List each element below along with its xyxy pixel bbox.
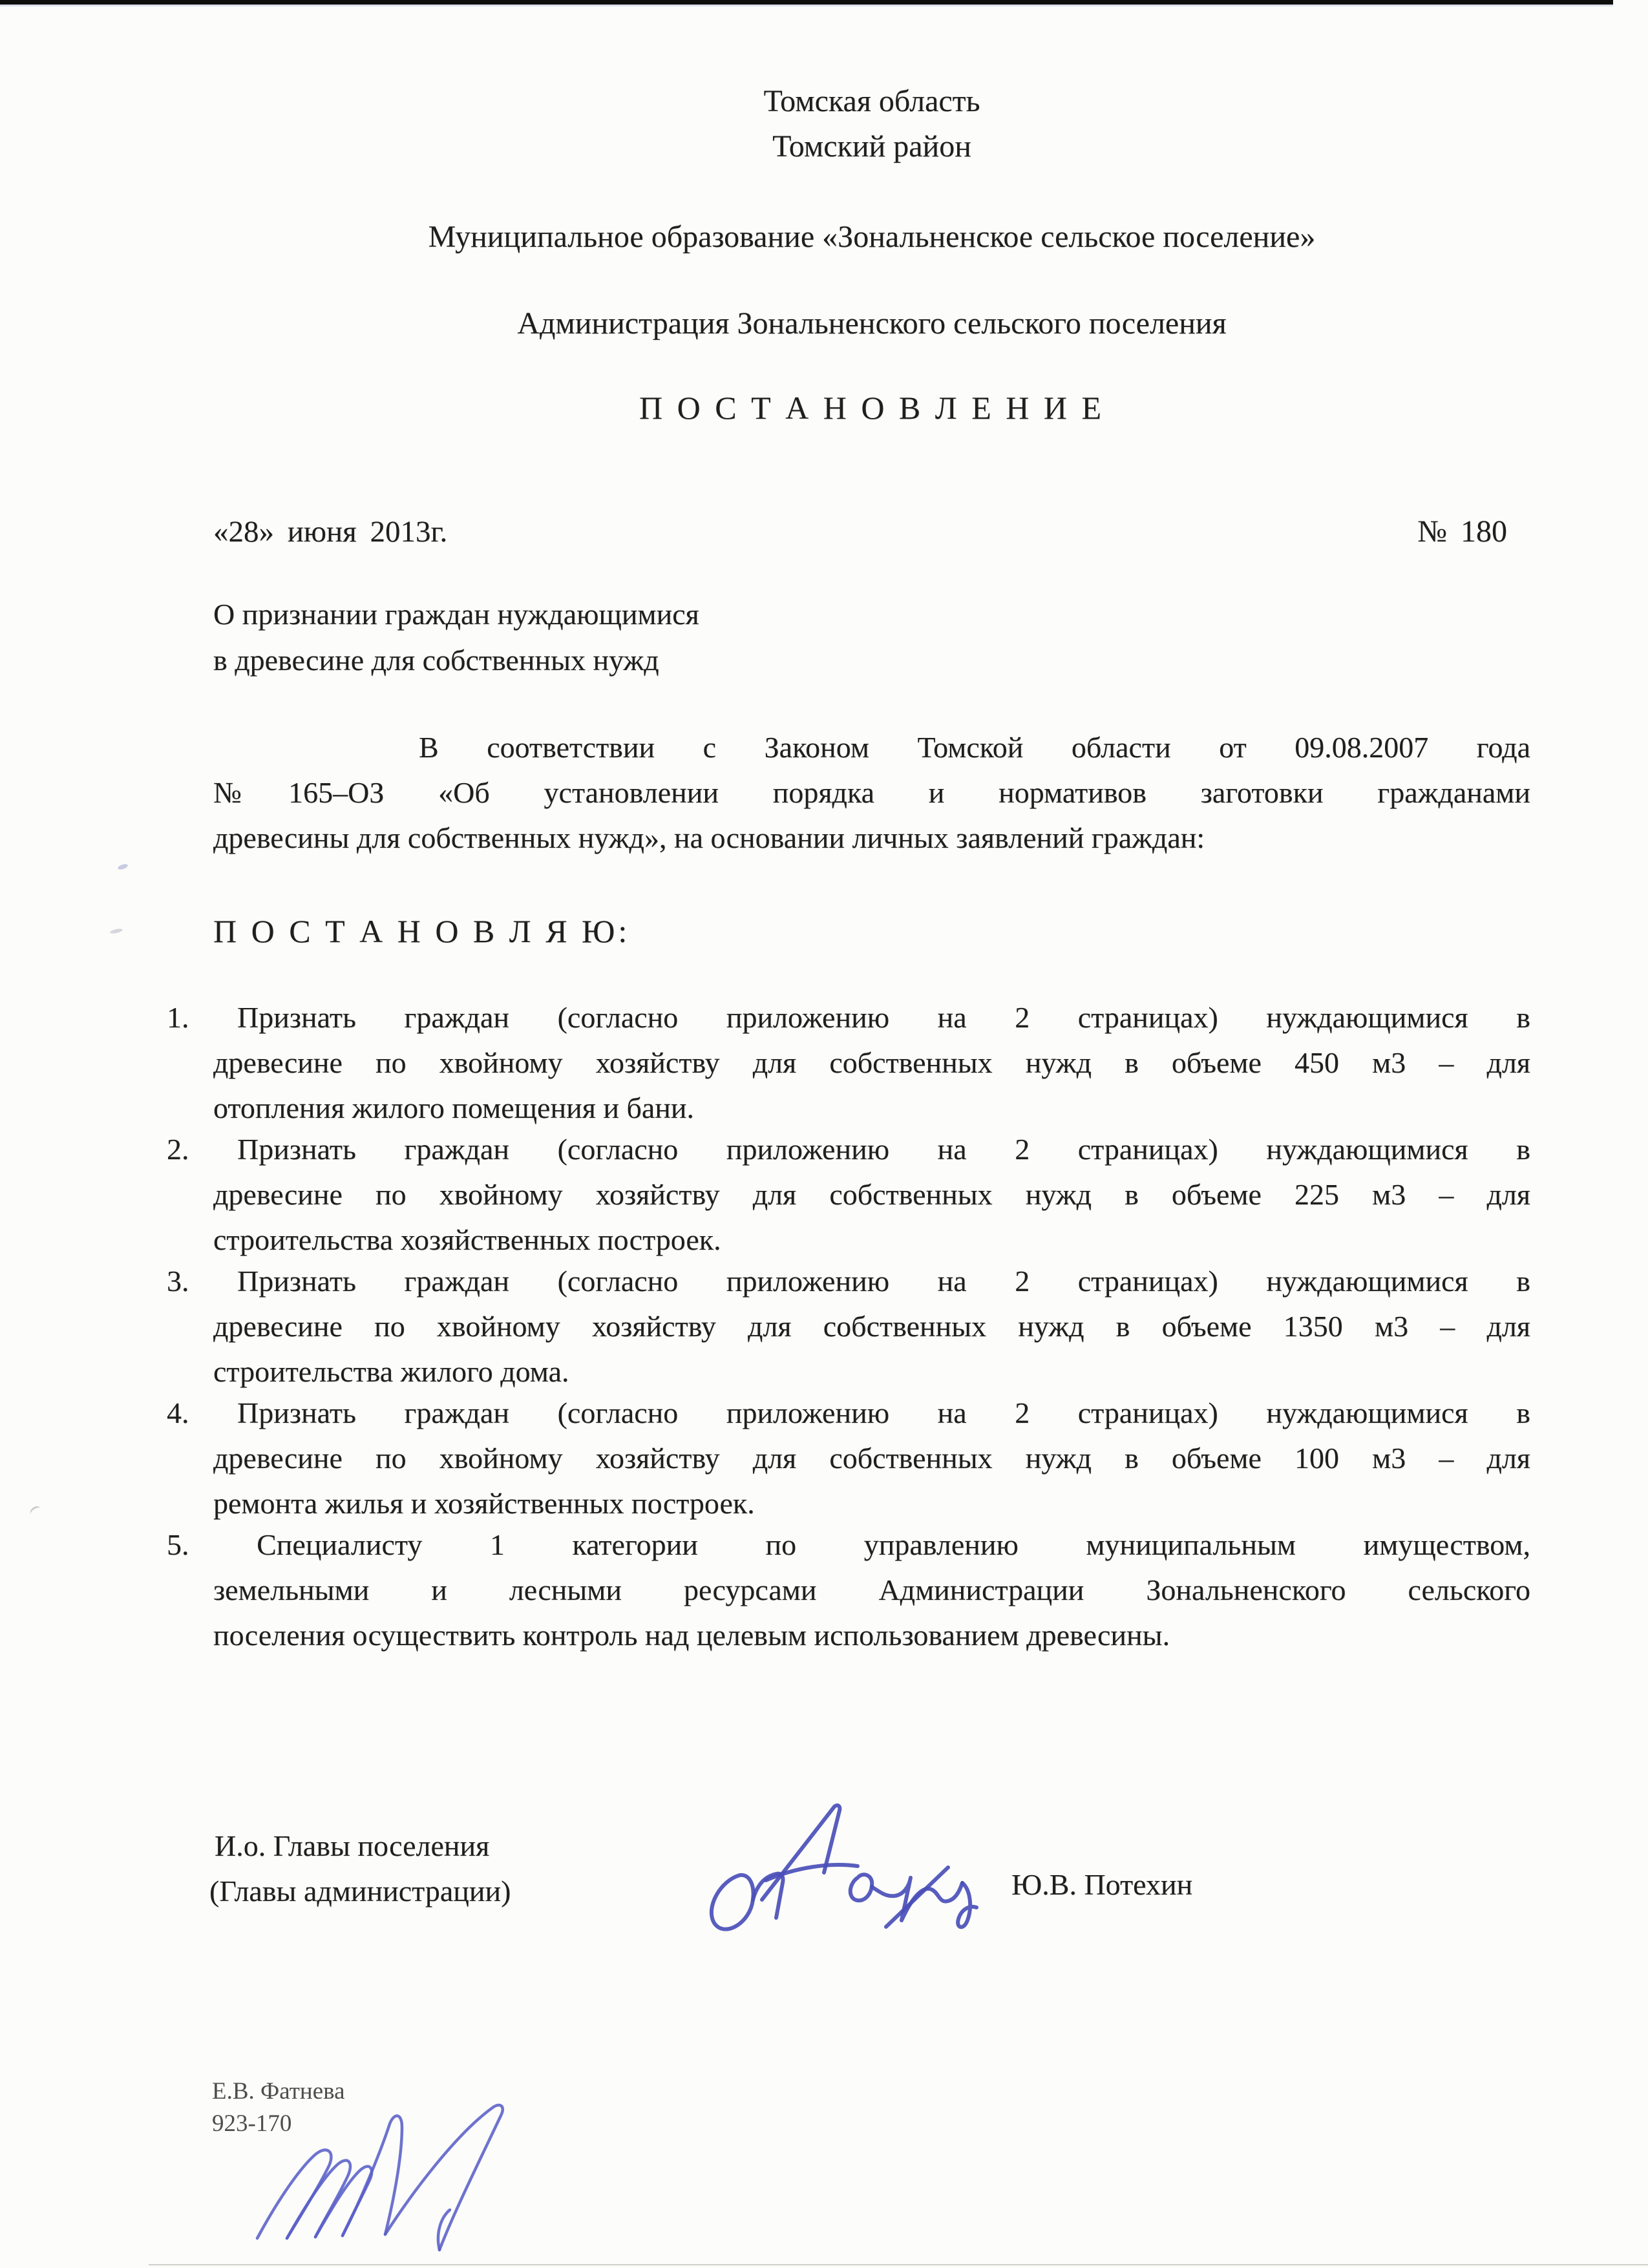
executor-signature-image [247, 2099, 570, 2254]
executor-phone: 923-170 [212, 2110, 292, 2137]
header-municipality: Муниципальное образование «Зональненское сельское поселение» [428, 220, 1316, 254]
item-5-line-2: земельными и лесными ресурсами Администрации Зональненского сельского [213, 1573, 1530, 1606]
item-3-line-3: строительства жилого дома. [213, 1355, 569, 1388]
item-2-line-2: древесине по хвойному хозяйству для собственных нужд в объеме 225 м3 – для [213, 1178, 1530, 1211]
header-administration: Администрация Зональненского сельского поселения [517, 306, 1227, 341]
item-4-line-1: 4. Признать граждан (согласно приложению на 2 страницах) нуждающимися в [167, 1396, 1530, 1429]
item-1-line-1: 1. Признать граждан (согласно приложению на 2 страницах) нуждающимися в [167, 1001, 1530, 1034]
item-4-line-2: древесине по хвойному хозяйству для собственных нужд в объеме 100 м3 – для [213, 1442, 1530, 1475]
item-4-line-3: ремонта жилья и хозяйственных построек. [213, 1487, 755, 1520]
scan-edge-top [0, 0, 1613, 5]
scan-smudge-3 [28, 1505, 43, 1518]
doc-date: «28» июня 2013г. [213, 515, 448, 549]
official-title-line-2: (Главы администрации) [209, 1874, 511, 1907]
resolve-heading: П О С Т А Н О В Л Я Ю: [213, 913, 631, 949]
scan-edge-bottom [149, 2264, 1648, 2265]
doc-number: № 180 [1417, 514, 1507, 549]
doc-meta-row [213, 513, 1530, 551]
item-1-line-2: древесине по хвойному хозяйству для собственных нужд в объеме 450 м3 – для [213, 1046, 1530, 1079]
item-2-line-3: строительства хозяйственных построек. [213, 1223, 721, 1256]
preamble-line-1: В соответствии с Законом Томской области от 09.08.2007 года [419, 731, 1530, 764]
scan-smudge-1 [117, 863, 128, 871]
item-1-line-3: отопления жилого помещения и бани. [213, 1091, 695, 1124]
doc-type-title: П О С Т А Н О В Л Е Н И Е [639, 390, 1104, 426]
item-5-line-1: 5. Специалисту 1 категории по управлению муниципальным имуществом, [167, 1528, 1530, 1561]
subject-line-1: О признании граждан нуждающимися [213, 598, 699, 631]
subject-line-2: в древесине для собственных нужд [213, 644, 659, 677]
item-3-line-2: древесине по хвойному хозяйству для собственных нужд в объеме 1350 м3 – для [213, 1310, 1530, 1343]
item-5-line-3: поселения осуществить контроль над целевым использованием древесины. [213, 1619, 1170, 1652]
official-name: Ю.В. Потехин [1011, 1868, 1193, 1901]
scan-edge-top-haze [0, 5, 1613, 6]
official-title-line-1: И.о. Главы поселения [215, 1829, 490, 1862]
official-signature-image [695, 1798, 998, 1946]
preamble-line-2: №165–ОЗ «Об установлении порядка и нормативов заготовки гражданами [213, 776, 1530, 809]
header-district: Томский район [772, 129, 971, 163]
item-3-line-1: 3. Признать граждан (согласно приложению на 2 страницах) нуждающимися в [167, 1265, 1530, 1297]
executor-name: Е.В. Фатнева [212, 2078, 345, 2105]
item-2-line-1: 2. Признать граждан (согласно приложению на 2 страницах) нуждающимися в [167, 1133, 1530, 1166]
preamble-line-3: древесины для собственных нужд», на основании личных заявлений граждан: [213, 821, 1205, 854]
header-region: Томская область [763, 84, 980, 118]
scan-smudge-2 [110, 928, 123, 934]
